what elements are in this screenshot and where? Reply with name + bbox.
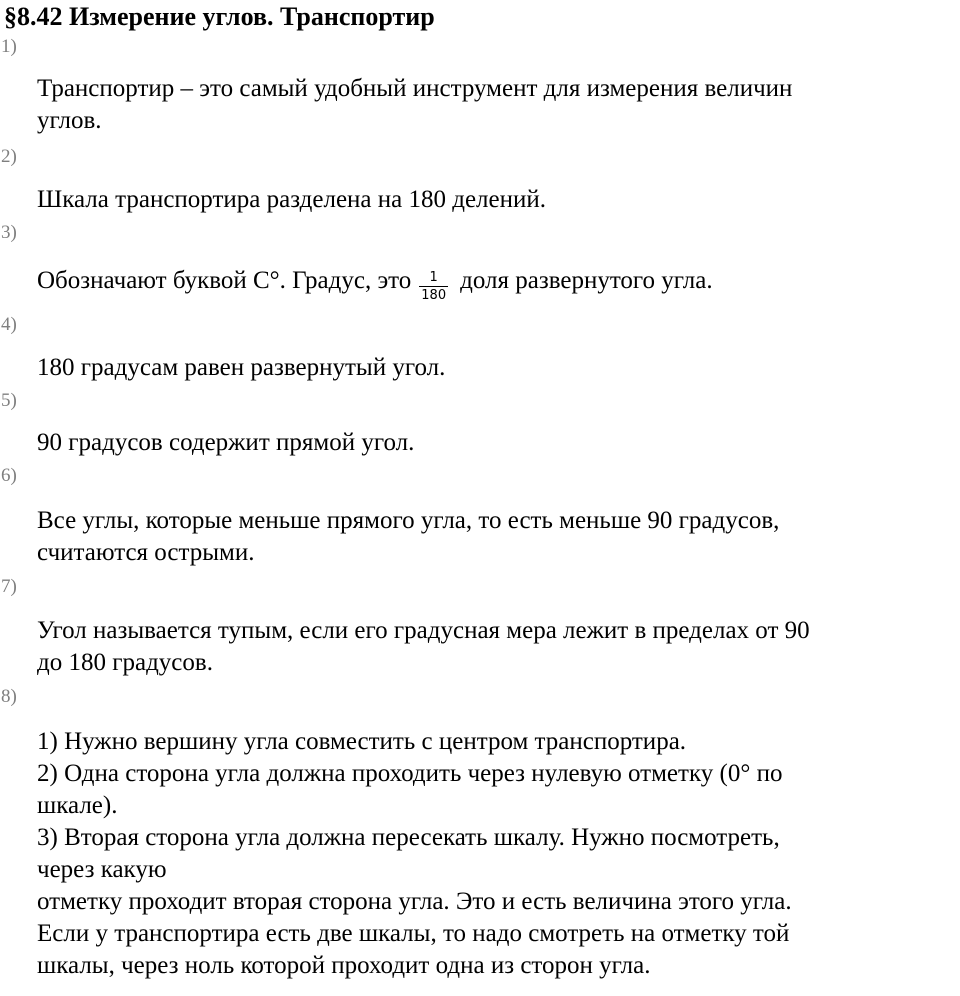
text-line: Шкала транспортира разделена на 180 делений. xyxy=(37,186,547,213)
item-text-1 xyxy=(37,73,959,137)
fraction-bar xyxy=(419,286,448,287)
text-line: считаются острыми. xyxy=(37,539,255,566)
item-number-5: 5) xyxy=(1,390,17,411)
item-number-2: 2) xyxy=(1,146,17,167)
text-line: 3) Вторая сторона угла должна пересекать шкалу. Нужно посмотреть, xyxy=(37,824,780,851)
fraction-numerator: 1 xyxy=(429,269,438,285)
section-title: §8.42 Измерение углов. Транспортир xyxy=(4,2,435,31)
item-text-5 xyxy=(37,427,959,459)
text-line: шкалы, через ноль которой проходит одна из сторон угла. xyxy=(37,952,651,979)
item-text-7 xyxy=(37,615,959,679)
text-line: 90 градусов содержит прямой угол. xyxy=(37,429,415,456)
item-number-7: 7) xyxy=(1,576,17,597)
text-line: 2) Одна сторона угла должна проходить через нулевую отметку (0° по xyxy=(37,760,783,787)
item-text-8 xyxy=(37,726,959,982)
fraction-denominator: 180 xyxy=(421,287,447,303)
text-line: 180 градусам равен развернутый угол. xyxy=(37,354,446,381)
text-line: Если у транспортира есть две шкалы, то надо смотреть на отметку той xyxy=(37,920,790,947)
text-line: отметку проходит вторая сторона угла. Это и есть величина этого угла. xyxy=(37,888,792,915)
text-line: углов. xyxy=(37,107,102,134)
item-text-6 xyxy=(37,505,959,569)
item-number-6: 6) xyxy=(1,465,17,486)
item-text-2 xyxy=(37,184,959,216)
text-line: Все углы, которые меньше прямого угла, то есть меньше 90 градусов, xyxy=(37,507,780,534)
item-text-4 xyxy=(37,352,959,384)
item-number-1: 1) xyxy=(1,36,17,57)
text-line: 1) Нужно вершину угла совместить с центром транспортира. xyxy=(37,728,687,755)
text-line: шкале). xyxy=(37,792,118,819)
text-after-fraction: доля развернутого угла. xyxy=(460,267,713,294)
item-text-3 xyxy=(37,265,959,303)
text-line: Транспортир – это самый удобный инструмент для измерения величин xyxy=(37,75,793,102)
text-before-fraction: Обозначают буквой С°. Градус, это xyxy=(37,267,412,294)
text-line: до 180 градусов. xyxy=(37,649,213,676)
fraction xyxy=(419,270,448,303)
item-number-3: 3) xyxy=(1,222,17,243)
item-number-4: 4) xyxy=(1,314,17,335)
text-line: Угол называется тупым, если его градусная мера лежит в пределах от 90 xyxy=(37,617,810,644)
text-line: через какую xyxy=(37,856,167,883)
item-number-8: 8) xyxy=(1,686,17,707)
